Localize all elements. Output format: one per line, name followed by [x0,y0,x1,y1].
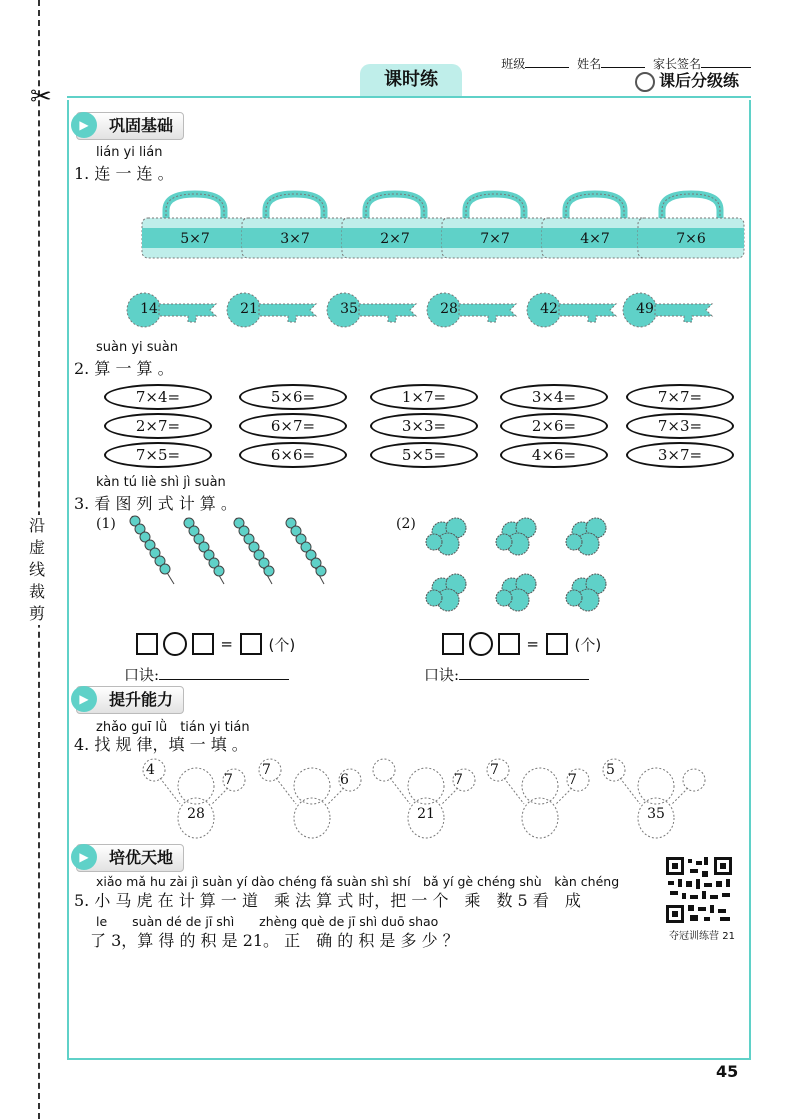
q5-pinyin-2: le suàn dé de jī shì zhèng què de jī shì duō shao [96,914,439,929]
parent-sign-label: 家长签名 [652,57,701,71]
answer-box[interactable] [192,633,214,655]
calc-oval[interactable]: 3×3= [370,413,478,439]
lock-label: 3×7 [280,231,310,247]
part1-label: (1) [96,516,116,532]
q3-text: 3. 看 图 列 式 计 算 。 [74,494,237,513]
mouse-right-number[interactable]: 6 [340,772,349,788]
calc-oval[interactable]: 4×6= [500,442,608,468]
mouse-product[interactable]: 35 [647,806,665,822]
lock-label: 2×7 [380,231,410,247]
q4-pinyin: zhǎo guī lǜ tián yi tián [96,720,250,735]
q1-text: 1. 连 一 连 。 [74,164,174,183]
key-label: 14 [140,301,158,317]
unit-label: (个) [574,635,602,654]
fruit-bunches-illustration [422,512,622,622]
calc-oval[interactable]: 5×5= [370,442,478,468]
mouse-right-number[interactable]: 7 [568,772,577,788]
key-5[interactable] [524,290,619,334]
answer-box[interactable] [442,633,464,655]
answer-box[interactable] [136,633,158,655]
koujue-blank[interactable] [459,679,589,680]
part2-label: (2) [396,516,416,532]
name-label: 姓名 [577,57,602,71]
mouse-3 [370,756,488,846]
mouse-right-number[interactable]: 7 [454,772,463,788]
calc-oval[interactable]: 6×6= [239,442,347,468]
key-label: 21 [240,301,258,317]
key-4[interactable] [424,290,519,334]
scissors-icon: ✂ [30,82,52,112]
level-label: 课后分级练 [635,68,739,92]
mouse-product[interactable]: 21 [417,806,435,822]
mouse-1 [140,756,258,846]
mouse-left-number[interactable]: 7 [490,762,499,778]
formula-1: = (个) [136,632,297,656]
koujue-2: 口诀: [424,664,589,685]
candied-haws-illustration [124,512,344,596]
koujue-1: 口诀: [124,664,289,685]
section-basics: ▶ 巩固基础 [76,112,184,140]
answer-box[interactable] [240,633,262,655]
lock-label: 7×7 [480,231,510,247]
formula-2: = (个) [442,632,603,656]
operator-circle[interactable] [163,632,187,656]
calc-oval[interactable]: 2×6= [500,413,608,439]
page-title: 课时练 [360,64,462,96]
mouse-5 [600,756,718,846]
mouse-right-number[interactable]: 7 [224,772,233,788]
answer-box[interactable] [546,633,568,655]
lock-label: 7×6 [676,231,706,247]
class-blank[interactable] [525,67,569,68]
key-label: 42 [540,301,558,317]
q5-line-2: 了 3，算 得 的 积 是 21。 正 确 的 积 是 多 少 ？ [90,931,459,950]
play-icon: ▶ [71,112,97,138]
qr-code[interactable] [664,855,734,925]
mouse-product[interactable]: 28 [187,806,205,822]
key-2[interactable] [224,290,319,334]
calc-oval[interactable]: 6×7= [239,413,347,439]
calc-oval[interactable]: 5×6= [239,384,347,410]
mouse-left-number[interactable]: 4 [146,762,155,778]
operator-circle[interactable] [469,632,493,656]
unit-label: (个) [268,635,296,654]
calc-oval[interactable]: 2×7= [104,413,212,439]
q4-text: 4. 找 规 律，填 一 填 。 [74,735,248,754]
q2-text: 2. 算 一 算 。 [74,359,174,378]
section-improve: ▶ 提升能力 [76,686,184,714]
header-rule [67,96,751,98]
qr-caption: 夺冠训练营 21 [669,931,735,942]
cut-instruction: 沿虚线裁剪 [26,515,48,625]
play-icon: ▶ [71,686,97,712]
section-advanced: ▶ 培优天地 [76,844,184,872]
key-3[interactable] [324,290,419,334]
q3-pinyin: kàn tú liè shì jì suàn [96,475,226,490]
mouse-2 [256,756,374,846]
mouse-left-number[interactable]: 7 [262,762,271,778]
calc-oval[interactable]: 7×4= [104,384,212,410]
mouse-left-number[interactable]: 5 [606,762,615,778]
q1-pinyin: lián yi lián [96,145,163,160]
q5-line-1: 5. 小 马 虎 在 计 算 一 道 乘 法 算 式 时，把 一 个 乘 数 5 看 成 [74,891,581,910]
lock-6[interactable] [632,190,750,266]
key-label: 49 [636,301,654,317]
calc-oval[interactable]: 7×5= [104,442,212,468]
q5-pinyin-1: xiǎo mǎ hu zài jì suàn yí dào chéng fǎ suàn shì shí bǎ yí gè chéng shù kàn chéng [96,874,620,889]
lock-label: 5×7 [180,231,210,247]
answer-box[interactable] [498,633,520,655]
key-1[interactable] [124,290,219,334]
play-icon: ▶ [71,844,97,870]
koujue-blank[interactable] [159,679,289,680]
page-number: 45 [716,1062,739,1081]
calc-oval[interactable]: 3×4= [500,384,608,410]
lock-label: 4×7 [580,231,610,247]
mouse-4 [484,756,602,846]
calc-oval[interactable]: 3×7= [626,442,734,468]
key-label: 35 [340,301,358,317]
key-6[interactable] [620,290,715,334]
clock-icon [635,72,655,92]
calc-oval[interactable]: 7×3= [626,413,734,439]
key-label: 28 [440,301,458,317]
q2-pinyin: suàn yi suàn [96,340,179,355]
calc-oval[interactable]: 7×7= [626,384,734,410]
class-label: 班级 [501,57,526,71]
calc-oval[interactable]: 1×7= [370,384,478,410]
